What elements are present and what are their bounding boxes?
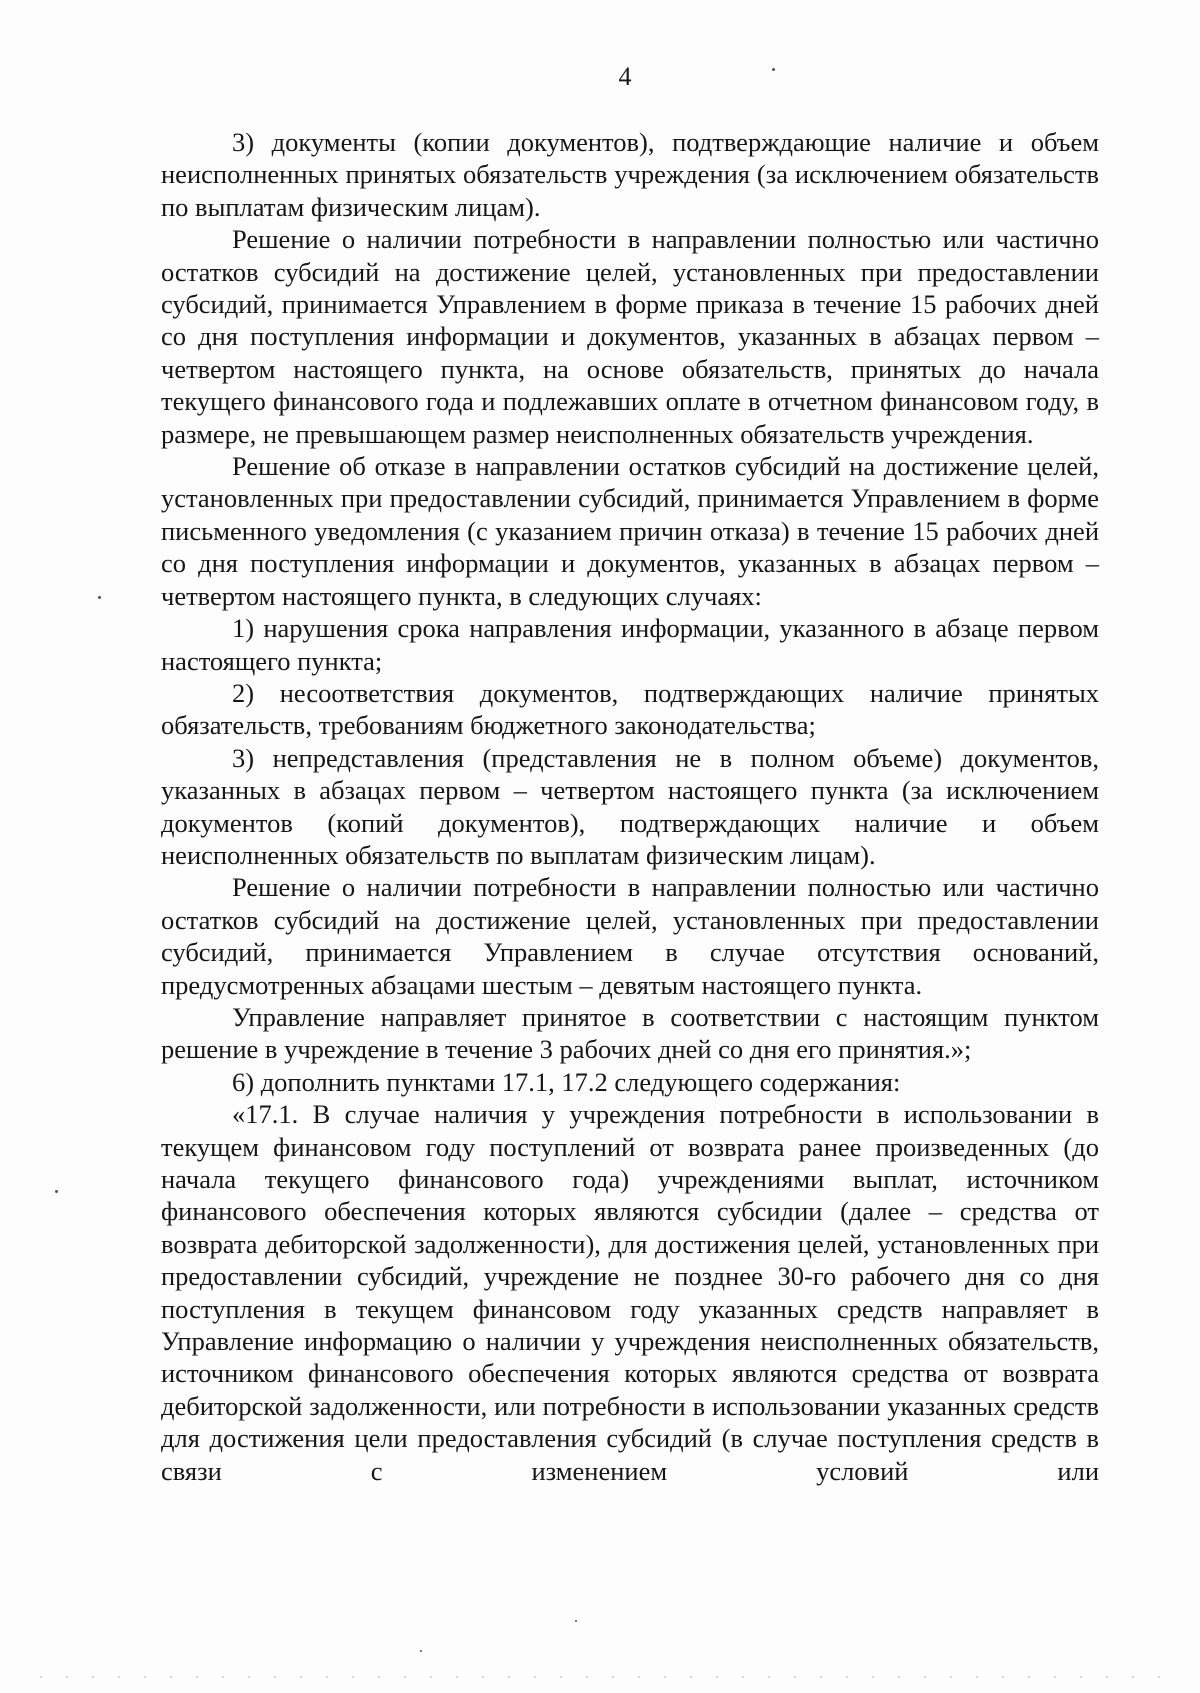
- paragraph-5: 2) несоответствия документов, подтверждающих наличие принятых обязательств, требованиям бюджетного законодательства;: [161, 677, 1099, 741]
- scan-speck: [420, 1650, 422, 1652]
- scan-speck: [55, 1190, 58, 1193]
- scan-speck: [98, 596, 101, 599]
- paragraph-3: Решение об отказе в направлении остатков субсидий на достижение целей, установленных при предоставлении субсидий, принимается Управлением в форме письменного уведомления (с указанием причин отказа) в течение 15 рабочих дней со дня поступления информации и документов, указанных в абзацах первом – четвертом настоящего пункта, в следующих случаях:: [161, 451, 1099, 611]
- paragraph-1: 3) документы (копии документов), подтверждающие наличие и объем неисполненных принятых обязательств учреждения (за исключением обязательств по выплатам физическим лицам).: [161, 127, 1099, 222]
- paragraph-6: 3) непредставления (представления не в полном объеме) документов, указанных в абзацах первом – четвертом настоящего пункта (за исключением документов (копий документов), подтверждающих наличие и объем неисполненных обязательств по выплатам физическим лицам).: [161, 742, 1099, 870]
- paragraph-4: 1) нарушения срока направления информации, указанного в абзаце первом настоящего пункта;: [161, 613, 1099, 676]
- paragraph-9: 6) дополнить пунктами 17.1, 17.2 следующего содержания:: [232, 1066, 901, 1097]
- paragraph-10: «17.1. В случае наличия у учреждения потребности в использовании в текущем финансовом году поступлений от возврата ранее произведенных (до начала текущего финансового года) учреждениями выплат, источником финансового обеспечения которых являются субсидии (далее – средства от возврата дебиторской задолженности), для достижения целей, установленных при предоставлении субсидий, учреждение не позднее 30-го рабочего дня со дня поступления в текущем финансовом году указанных средств направляет в Управление информацию о наличии у учреждения неисполненных обязательств, источником финансового обеспечения которых являются средства от возврата дебиторской задолженности, или потребности в использовании указанных средств для достижения цели предоставления субсидий (в случае поступления средств в связи с изменением условий или: [161, 1099, 1099, 1486]
- paragraph-8: Управление направляет принятое в соответствии с настоящим пунктом решение в учреждение в течение 3 рабочих дней со дня его принятия.»;: [161, 1001, 1099, 1065]
- document-body: [161, 126, 1099, 1487]
- page-number: 4: [618, 62, 632, 91]
- scan-edge-dots: [40, 1676, 1160, 1678]
- paragraph-7: Решение о наличии потребности в направлении полностью или частично остатков субсидий на достижение целей, установленных при предоставлении субсидий, принимается Управлением в случае отсутствия оснований, предусмотренных абзацами шестым – девятым настоящего пункта.: [161, 872, 1099, 1000]
- scan-speck: [575, 1620, 577, 1622]
- paragraph-2: Решение о наличии потребности в направлении полностью или частично остатков субсидий на достижение целей, установленных при предоставлении субсидий, принимается Управлением в форме приказа в течение 15 рабочих дней со дня поступления информации и документов, указанных в абзацах первом – четвертом настоящего пункта, на основе обязательств, принятых до начала текущего финансового года и подлежавших оплате в отчетном финансовом году, в размере, не превышающем размер неисполненных обязательств учреждения.: [161, 224, 1099, 449]
- scan-speck: [772, 68, 775, 71]
